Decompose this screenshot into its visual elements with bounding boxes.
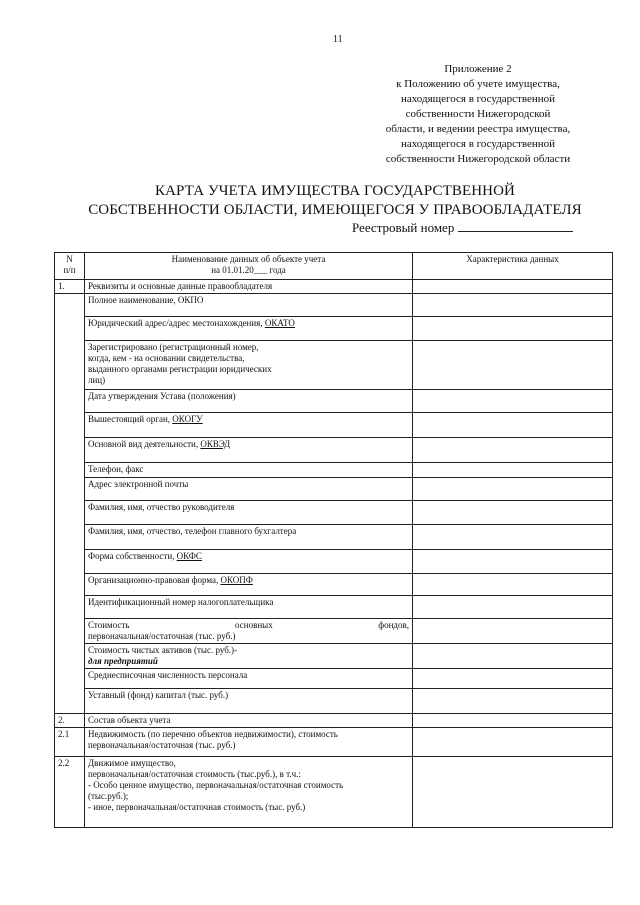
row-label: Фамилия, имя, отчество, телефон главного бухгалтера [85, 525, 413, 550]
row-label [85, 413, 413, 438]
value-cell[interactable] [413, 478, 613, 501]
table-row [55, 689, 613, 714]
header-num-line: N [66, 254, 73, 264]
property-card-table [54, 252, 613, 828]
table-header-row [55, 253, 613, 280]
row-label [85, 317, 413, 341]
value-cell[interactable] [413, 413, 613, 438]
row-label-text: Организационно-правовая форма, [88, 575, 221, 585]
row-label-line: Стоимость основных фондов, [88, 620, 409, 630]
table-row [55, 550, 613, 574]
table-row [55, 478, 613, 501]
row-label [85, 438, 413, 463]
row-label-text: Юридический адрес/адрес местонахождения, [88, 318, 265, 328]
row-label [85, 619, 413, 644]
appendix-line: находящегося в государственной [400, 93, 556, 105]
table-row [55, 596, 613, 619]
row-label-line: Зарегистрировано (регистрационный номер, [88, 342, 259, 352]
row-label-text: Вышестоящий орган, [88, 414, 173, 424]
title-line: СОБСТВЕННОСТИ ОБЛАСТИ, ИМЕЮЩЕГОСЯ У ПРАВООБЛАДАТЕЛЯ [88, 202, 582, 218]
table-row [55, 574, 613, 596]
row-label [85, 728, 413, 757]
value-cell[interactable] [413, 728, 613, 757]
value-cell[interactable] [413, 341, 613, 390]
row-label: Телефон, факс [85, 463, 413, 478]
row-label-line: для предприятий [88, 656, 158, 666]
row-label: Адрес электронной почты [85, 478, 413, 501]
row-label [85, 574, 413, 596]
table-row [55, 757, 613, 828]
table-row [55, 413, 613, 438]
table-row [55, 525, 613, 550]
registry-number-label: Реестровый номер [352, 220, 455, 235]
header-num [55, 253, 85, 280]
appendix-line: собственности Нижегородской области [385, 153, 571, 165]
header-name [85, 253, 413, 280]
row-number [55, 294, 85, 714]
row-label: Реквизиты и основные данные правообладателя [85, 280, 413, 294]
row-label: Состав объекта учета [85, 714, 413, 728]
value-cell[interactable] [413, 689, 613, 714]
row-label [85, 550, 413, 574]
row-label [85, 644, 413, 669]
value-cell[interactable] [413, 501, 613, 525]
table-row [55, 669, 613, 689]
value-cell[interactable] [413, 463, 613, 478]
value-cell[interactable] [413, 280, 613, 294]
registry-number [352, 220, 573, 236]
title-line: КАРТА УЧЕТА ИМУЩЕСТВА ГОСУДАРСТВЕННОЙ [155, 183, 515, 199]
page-number: 11 [333, 34, 343, 45]
classifier-code: ОКФС [176, 551, 202, 561]
table-row [55, 341, 613, 390]
value-cell[interactable] [413, 669, 613, 689]
row-label-line: Недвижимость (по перечню объектов недвижимости), стоимость [88, 729, 338, 739]
row-label [85, 341, 413, 390]
row-label [85, 757, 413, 828]
row-label: Фамилия, имя, отчество руководителя [85, 501, 413, 525]
row-label: Дата утверждения Устава (положения) [85, 390, 413, 413]
appendix-note [360, 62, 596, 167]
table-row [55, 714, 613, 728]
row-label-line: (тыс.руб.); [88, 791, 129, 801]
row-label: Идентификационный номер налогоплательщика [85, 596, 413, 619]
value-cell[interactable] [413, 550, 613, 574]
header-num-line: п/п [63, 265, 76, 275]
row-label-text: Форма собственности, [88, 551, 177, 561]
appendix-line: Приложение 2 [444, 63, 512, 75]
document-title [60, 182, 610, 220]
header-name-line: на 01.01.20___ года [211, 265, 286, 275]
table-row [55, 728, 613, 757]
header-name-line: Наименование данных об объекте учета [171, 254, 326, 264]
table-row [55, 390, 613, 413]
registry-number-blank[interactable] [458, 220, 573, 232]
row-label-line: Движимое имущество, [88, 758, 176, 768]
table-row [55, 317, 613, 341]
row-label-line: - Особо ценное имущество, первоначальная/остаточная стоимость [88, 780, 344, 790]
row-label: Полное наименование, ОКПО [85, 294, 413, 317]
appendix-line: области, и ведении реестра имущества, [385, 123, 571, 135]
classifier-code: ОКОПФ [220, 575, 253, 585]
table-row [55, 501, 613, 525]
value-cell[interactable] [413, 714, 613, 728]
appendix-line: к Положению об учете имущества, [396, 78, 560, 90]
row-label-text: Основной вид деятельности, [88, 439, 201, 449]
appendix-line: собственности Нижегородской [405, 108, 551, 120]
value-cell[interactable] [413, 757, 613, 828]
table-row [55, 644, 613, 669]
row-number: 2.2 [55, 757, 85, 828]
row-label-line: выданного органами регистрации юридических [88, 364, 272, 374]
appendix-line: находящегося в государственной [400, 138, 556, 150]
table-row [55, 619, 613, 644]
value-cell[interactable] [413, 390, 613, 413]
table-row [55, 294, 613, 317]
table-row [55, 463, 613, 478]
classifier-code: ОКОГУ [172, 414, 203, 424]
table-row [55, 280, 613, 294]
value-cell[interactable] [413, 619, 613, 644]
row-label-line: лиц) [88, 375, 106, 385]
value-cell[interactable] [413, 644, 613, 669]
classifier-code: ОКАТО [264, 318, 295, 328]
value-cell[interactable] [413, 317, 613, 341]
row-label-line: - иное, первоначальная/остаточная стоимость (тыс. руб.) [88, 802, 306, 812]
row-label: Среднесписочная численность персонала [85, 669, 413, 689]
header-characteristic: Характеристика данных [413, 253, 613, 280]
value-cell[interactable] [413, 525, 613, 550]
row-label-line: Стоимость чистых активов (тыс. руб.)- [88, 645, 238, 655]
row-number: 1. [55, 280, 85, 294]
row-label: Уставный (фонд) капитал (тыс. руб.) [85, 689, 413, 714]
row-label-line: первоначальная/остаточная (тыс. руб.) [88, 740, 236, 750]
value-cell[interactable] [413, 294, 613, 317]
row-number: 2. [55, 714, 85, 728]
value-cell[interactable] [413, 438, 613, 463]
table-row [55, 438, 613, 463]
row-label-line: первоначальная/остаточная (тыс. руб.) [88, 631, 236, 641]
row-number: 2.1 [55, 728, 85, 757]
value-cell[interactable] [413, 596, 613, 619]
row-label-line: когда, кем - на основании свидетельства, [88, 353, 245, 363]
row-label-line: первоначальная/остаточная стоимость (тыс.руб.), в т.ч.: [88, 769, 301, 779]
classifier-code: ОКВЭД [200, 439, 231, 449]
value-cell[interactable] [413, 574, 613, 596]
